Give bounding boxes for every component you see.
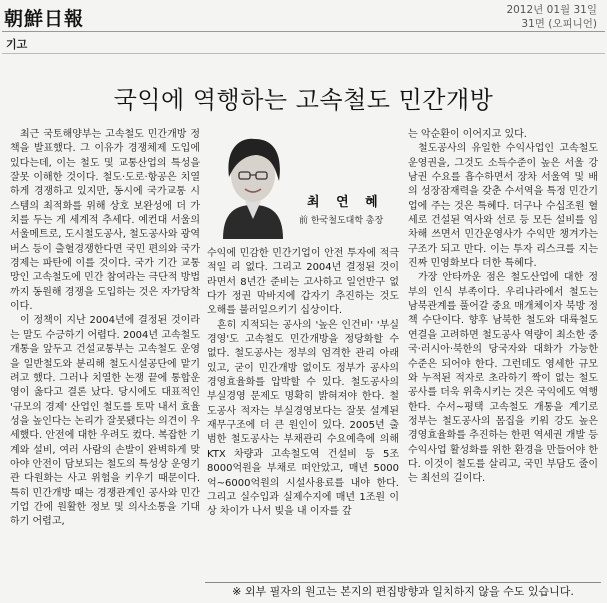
paragraph: 철도공사의 유일한 수익사업인 고속철도 운영권을, 그것도 소득수준이 높은 서울 강남권 수요를 흡수하면서 장차 서울역 및 배의 성장잠재력을 갖춘 수서역을 특정 민간기업에 주는 것은 특혜다. 더구나 수십조원 혈세로 건설된 역사와 선로 등 모든 설비를 임차해 쓰면서 민간운영사가 수익만 챙겨가는 구조가 되고 만다. 이는 투자 리스크를 지는 진짜 민영화보다 더한 특혜다. [408, 143, 598, 270]
masthead [0, 0, 607, 52]
paragraph: 흔히 지적되는 공사의 '높은 인건비' '부실경영'도 고속철도 민간개방을 정당화할 수 없다. 철도공사는 정부의 엄격한 관리 아래 있고, 굳이 민간개방 없이도 정부가 공사의 경영효율화를 압박할 수 있다. 철도공사의 부실경영 문제도 명확히 밝혀져야 한다. 철도공사 적자는 부실경영보다는 잘못 설계된 재무구조에 더 큰 원인이 있다. 2005년 출범한 철도공사는 부채관리 수요예측에 의해 KTX 차량과 고속철도역 건설비 등 5조8000억원을 부채로 떠안았고, 매년 5000억~6000억원의 시설사용료를 내야 한다. 그리고 실수입과 실제수지에 매년 1조원 이상 차이가 나서 빚을 내 이자를 갚 [207, 319, 399, 518]
paragraph: 최근 국토해양부는 고속철도 민간개방 정책을 발표했다. 그 이유가 경쟁체제 도입에 있다는데, 이는 철도 및 교통산업의 특성을 잘못 이해한 것이다. 철도·도로·항공은 치열하게 경쟁하고 있지만, 동시에 국가교통 시스템의 최적화를 위해 상호 보완성에 더 가치를 두는 게 세계적 추세다. 예컨대 서울의 서울메트로, 도시철도공사, 철도공사와 광역버스 등이 출혈경쟁한다면 국민 편의와 국가경제는 파탄에 이를 것이다. 국가 기간 교통망인 고속철도에 민간 참여라는 극단적 방법까지 동원해 경쟁을 도입하는 것은 자가당착이다. [10, 129, 200, 313]
paragraph: 가장 안타까운 점은 철도산업에 대한 정부의 인식 부족이다. 우리나라에서 철도는 남북관계를 풀어갈 중요 매개체이자 북방 정책 수단이다. 향후 남북한 철도와 대륙철도 연결을 고려하면 철도공사 역량이 최소한 중국·러시아·북한의 당국자와 대화가 가능한 수준은 되어야 한다. 그런데도 영세한 규모와 누적된 적자로 초라하기 짝이 없는 철도공사를 더욱 위축시키는 것은 국익에도 역행한다. 수서~평택 고속철도 개통을 계기로 정부는 철도공사의 몸집을 키워 강도 높은 경영효율화를 추진하는 한편 역세권 개발 등 수익사업 활성화를 위한 환경을 만들어야 한다. 이것이 철도를 살리고, 국민 부담도 줄이는 최선의 길이다. [408, 272, 598, 485]
issue-date-block [506, 3, 597, 31]
author-box [207, 127, 399, 239]
article-column-2 [207, 247, 399, 581]
newspaper-logo: 朝鮮日報 [4, 8, 85, 30]
masthead-rule [2, 31, 605, 32]
paragraph: 이 정책이 지난 2004년에 결정된 것이라는 말도 수긍하기 어렵다. 2004년 고속철도 개통을 앞두고 건설교통부는 고속철도 운영을 일반철도와 분리해 철도시설공단에 맡기려고 했다. 그러나 치열한 논쟁 끝에 통합운영이 옳다고 결론 났다. 당시에도 대표적인 '규모의 경제' 산업인 철도를 토막 내서 효율성을 높인다는 논리가 잘못됐다는 의견이 우세했다. 안전에 대한 우려도 컸다. 복잡한 기계와 설비, 여러 사람의 손발이 완벽하게 맞아야 안전이 담보되는 철도의 특성상 운영기관 다원화는 사고 위험을 키우기 때문이다. 특히 민간개방 때는 경쟁관계인 공사와 민간기업 간에 원활한 정보 및 의사소통을 기대하기 어렵고, [10, 315, 200, 528]
section-label: 기고 [6, 38, 28, 51]
article-column-3 [408, 128, 598, 582]
paragraph: 수익에 민감한 민간기업이 안전 투자에 적극적일 리 없다. 그리고 2004년 결정된 것이라면서 8년간 준비는 고사하고 일언반구 없다가 정권 막바지에 갑자기 추진하는 것도 오해를 불러일으키기 십상이다. [207, 248, 399, 317]
article-headline: 국익에 역행하는 고속철도 민간개방 [113, 86, 494, 114]
author-name: 최 연 혜 [307, 195, 384, 210]
paragraph: 는 악순환이 이어지고 있다. [408, 129, 527, 140]
article-column-1 [10, 128, 200, 582]
author-portrait [209, 127, 297, 239]
issue-date: 2012년 01월 31일 [506, 4, 597, 16]
editorial-disclaimer: ※ 외부 필자의 원고는 본지의 편집방향과 일치하지 않을 수도 있습니다. [205, 582, 601, 600]
author-title: 前 한국철도대학 총장 [299, 216, 384, 226]
section-rule [2, 53, 605, 54]
page-section: 31면 (오피니언) [521, 18, 597, 30]
